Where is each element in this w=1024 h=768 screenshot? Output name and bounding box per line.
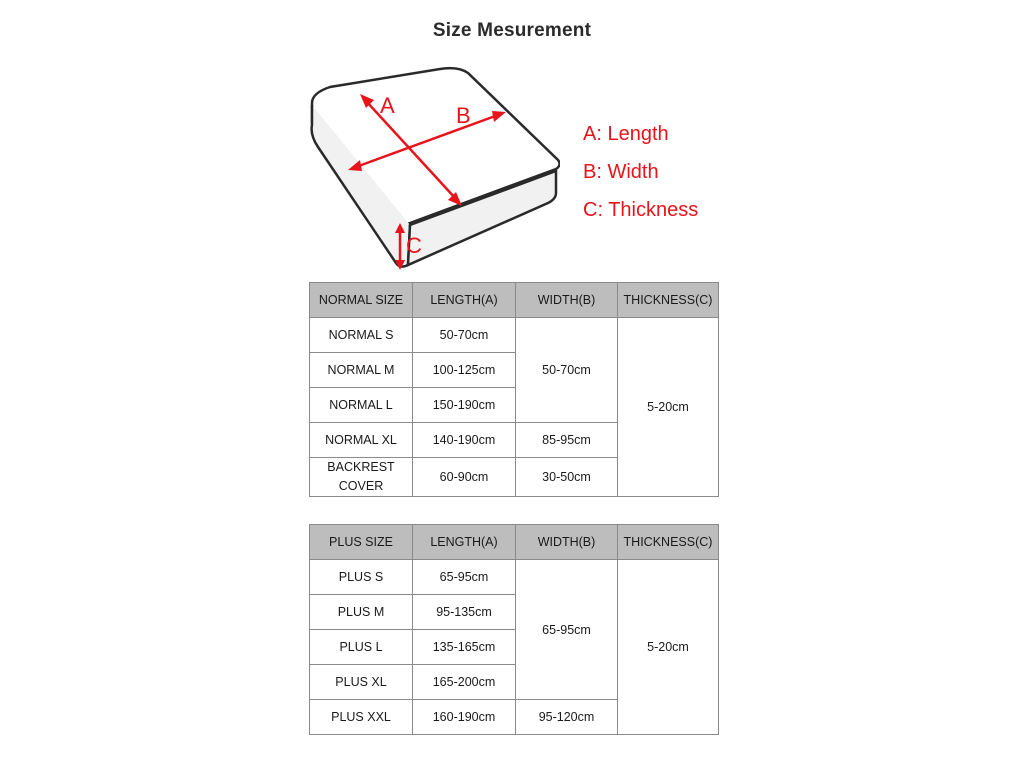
length-value: 160-190cm <box>413 700 516 735</box>
measurement-legend <box>583 115 698 229</box>
normal-size-table <box>309 282 719 497</box>
thickness-value-merged: 5-20cm <box>618 560 719 735</box>
label-b: B <box>456 103 471 128</box>
size-name: NORMAL S <box>310 318 413 353</box>
length-value: 150-190cm <box>413 388 516 423</box>
width-value: 85-95cm <box>516 423 618 458</box>
size-name-line1: BACKREST <box>327 460 395 474</box>
size-name: NORMAL M <box>310 353 413 388</box>
length-value: 100-125cm <box>413 353 516 388</box>
header-length: LENGTH(A) <box>413 283 516 318</box>
thickness-value-merged: 5-20cm <box>618 318 719 497</box>
length-value: 135-165cm <box>413 630 516 665</box>
legend-width: B: Width <box>583 161 659 183</box>
width-value: 95-120cm <box>516 700 618 735</box>
size-name: PLUS M <box>310 595 413 630</box>
legend-thickness: C: Thickness <box>583 199 699 221</box>
cushion-diagram <box>300 65 560 275</box>
header-plus-size: PLUS SIZE <box>310 525 413 560</box>
length-value: 95-135cm <box>413 595 516 630</box>
plus-size-table <box>309 524 719 735</box>
length-value: 140-190cm <box>413 423 516 458</box>
header-thickness: THICKNESS(C) <box>618 525 719 560</box>
page-title: Size Mesurement <box>432 20 592 41</box>
length-value: 60-90cm <box>413 458 516 497</box>
table-header-row <box>310 283 719 318</box>
header-width: WIDTH(B) <box>516 283 618 318</box>
table-header-row <box>310 525 719 560</box>
size-name: PLUS L <box>310 630 413 665</box>
width-value: 30-50cm <box>516 458 618 497</box>
label-c: C <box>406 233 422 258</box>
length-value: 50-70cm <box>413 318 516 353</box>
length-value: 165-200cm <box>413 665 516 700</box>
header-length: LENGTH(A) <box>413 525 516 560</box>
width-value-merged: 65-95cm <box>516 560 618 700</box>
size-name-line2: COVER <box>338 479 384 493</box>
header-normal-size: NORMAL SIZE <box>310 283 413 318</box>
table-row <box>310 318 719 353</box>
length-value: 65-95cm <box>413 560 516 595</box>
table-row <box>310 560 719 595</box>
header-width: WIDTH(B) <box>516 525 618 560</box>
size-name: PLUS S <box>310 560 413 595</box>
legend-length: A: Length <box>583 123 669 145</box>
width-value-merged: 50-70cm <box>516 318 618 423</box>
size-name: PLUS XXL <box>310 700 413 735</box>
header-thickness: THICKNESS(C) <box>618 283 719 318</box>
size-name <box>310 458 413 497</box>
label-a: A <box>380 93 395 118</box>
size-name: NORMAL XL <box>310 423 413 458</box>
size-name: NORMAL L <box>310 388 413 423</box>
size-name: PLUS XL <box>310 665 413 700</box>
